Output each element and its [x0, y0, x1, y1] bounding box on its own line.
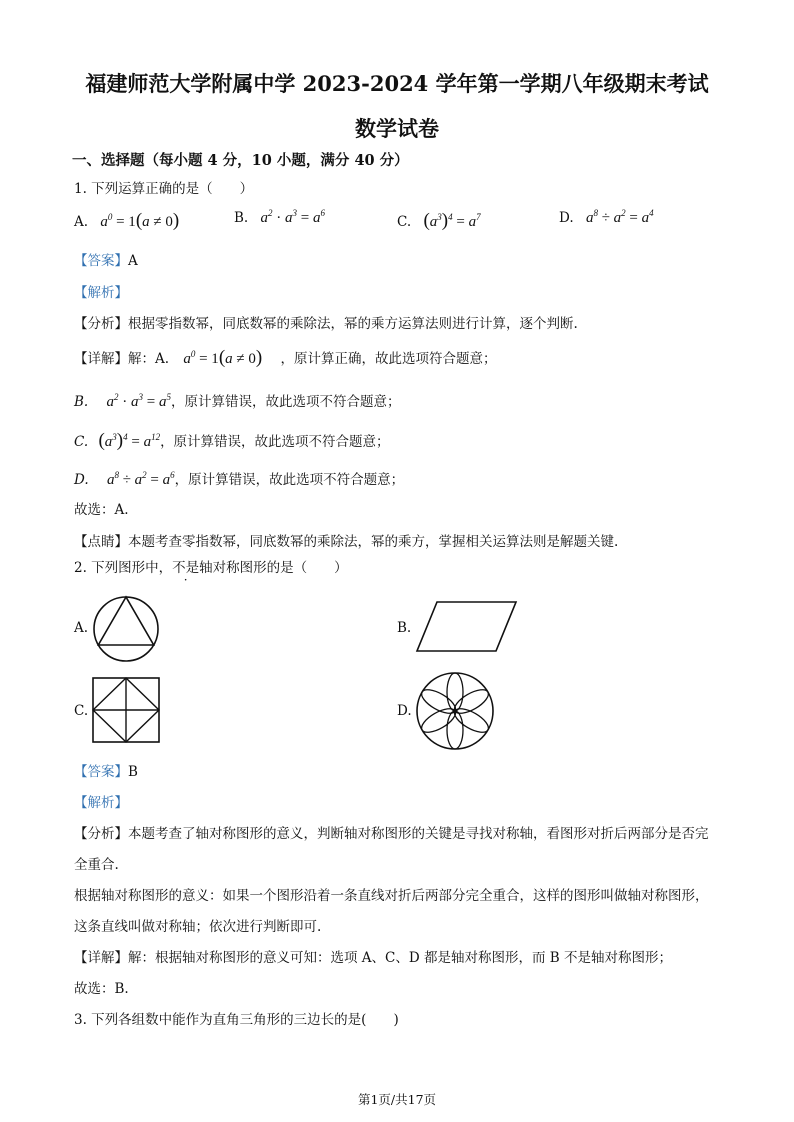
- q1-detail-d: D. $a^8 \div a^2 = a^6$，原计算错误，故此选项不符合题意；: [74, 470, 405, 488]
- q1-analysis-tag: 【解析】: [74, 285, 128, 301]
- detail-tag: 【详解】: [74, 351, 128, 367]
- q1-option-d: D. $a^8 \div a^2 = a^4$: [559, 208, 654, 226]
- q2-option-d-label: D.: [397, 703, 412, 719]
- q1-detail-c: C. $(a^3)^4 = a^{12}$，原计算错误，故此选项不符合题意；: [74, 430, 390, 451]
- q2-analysis-tag: 【解析】: [74, 795, 128, 811]
- q2-option-a-label: A.: [74, 620, 89, 636]
- q2-para-line2: 这条直线叫做对称轴；依次进行判断即可.: [74, 919, 322, 935]
- exam-title: 福建师范大学附属中学 2023-2024 学年第一学期八年级期末考试: [85, 71, 709, 96]
- q1-stem: 1. 下列运算正确的是（ ）: [74, 181, 254, 197]
- detail-a-text: ，原计算正确，故此选项符合题意；: [280, 351, 497, 367]
- q1-choose: 故选：A.: [74, 502, 129, 518]
- circle-triangle-figure: [92, 595, 160, 663]
- q1-detail-b: B. $a^2 \cdot a^3 = a^5$，原计算错误，故此选项不符合题意；: [74, 392, 401, 410]
- q1-option-a-label: A.: [74, 214, 89, 230]
- q2-fenxi-line2: 全重合.: [74, 857, 119, 873]
- q3-stem: 3. 下列各组数中能作为直角三角形的三边长的是( ): [74, 1012, 399, 1028]
- detail-c-label: C.: [74, 434, 89, 450]
- comment-text: 本题考查零指数幂，同底数幂的乘除法，幂的乘方，掌握相关运算法则是解题关键.: [128, 534, 619, 550]
- q2-stem: [74, 556, 348, 576]
- q2-option-b-label: B.: [397, 620, 412, 636]
- q1-option-c-label: C.: [397, 214, 412, 230]
- q2-stem-pre: 2. 下列图形中，: [74, 560, 173, 576]
- fenxi-tag: 【分析】: [74, 316, 128, 332]
- answer-tag: 【答案】: [74, 253, 128, 269]
- q1-option-d-label: D.: [559, 210, 574, 226]
- comment-tag: 【点睛】: [74, 534, 128, 550]
- section-heading: 一、选择题（每小题 4 分，10 小题，满分 40 分）: [72, 152, 409, 169]
- flower-circle-figure: [415, 671, 495, 751]
- q1-option-a: A. $a^0 = 1(a \ne 0)$: [74, 210, 180, 231]
- q2-fenxi-line1: [74, 822, 709, 842]
- detail-b-label: B.: [74, 394, 89, 410]
- detail-prefix: 解：A.: [128, 351, 170, 367]
- q2-choose: 故选：B.: [74, 981, 129, 997]
- fenxi-text: 本题考查了轴对称图形的意义，判断轴对称图形的关键是寻找对称轴，看图形对折后两部分是否完: [128, 826, 709, 842]
- exam-subtitle: 数学试卷: [355, 116, 439, 141]
- q1-option-c: C. $(a^3)^4 = a^7$: [397, 210, 481, 231]
- detail-d-text: ，原计算错误，故此选项不符合题意；: [174, 472, 405, 488]
- detail-text: 解：根据轴对称图形的意义可知：选项 A、C、D 都是轴对称图形，而 B 不是轴对称图形；: [128, 950, 672, 966]
- q1-option-b: B. $a^2 \cdot a^3 = a^6$: [234, 208, 325, 226]
- detail-c-text: ，原计算错误，故此选项不符合题意；: [160, 434, 390, 450]
- detail-tag: 【详解】: [74, 950, 128, 966]
- q1-detail-a: 【详解】解：A. $a^0 = 1(a \ne 0)$ ，原计算正确，故此选项符合题意；: [74, 347, 497, 368]
- q2-stem-emphasis: 不是: [172, 560, 200, 576]
- fenxi-text: 根据零指数幂，同底数幂的乘除法，幂的乘方运算法则进行计算，逐个判断.: [128, 316, 578, 332]
- q1-option-b-label: B.: [234, 210, 249, 226]
- square-diagonals-figure: [92, 677, 160, 743]
- answer-tag: 【答案】: [74, 764, 128, 780]
- answer-value: B: [128, 764, 138, 780]
- q1-fenxi: [74, 312, 578, 332]
- q2-para-line1: 根据轴对称图形的意义：如果一个图形沿着一条直线对折后两部分完全重合，这样的图形叫做轴对称图形，: [74, 888, 709, 904]
- answer-value: A: [128, 253, 138, 269]
- page-footer: 第1页/共17页: [357, 1092, 437, 1107]
- q1-comment: [74, 530, 618, 550]
- parallelogram-figure: [415, 600, 519, 654]
- q1-answer: [74, 249, 138, 269]
- detail-b-text: ，原计算错误，故此选项不符合题意；: [170, 394, 401, 410]
- q2-stem-post: 轴对称图形的是（ ）: [199, 560, 348, 576]
- fenxi-tag: 【分析】: [74, 826, 128, 842]
- detail-d-label: D.: [74, 472, 89, 488]
- q2-option-c-label: C.: [74, 703, 89, 719]
- q2-answer: [74, 760, 138, 780]
- q2-detail: [74, 946, 672, 966]
